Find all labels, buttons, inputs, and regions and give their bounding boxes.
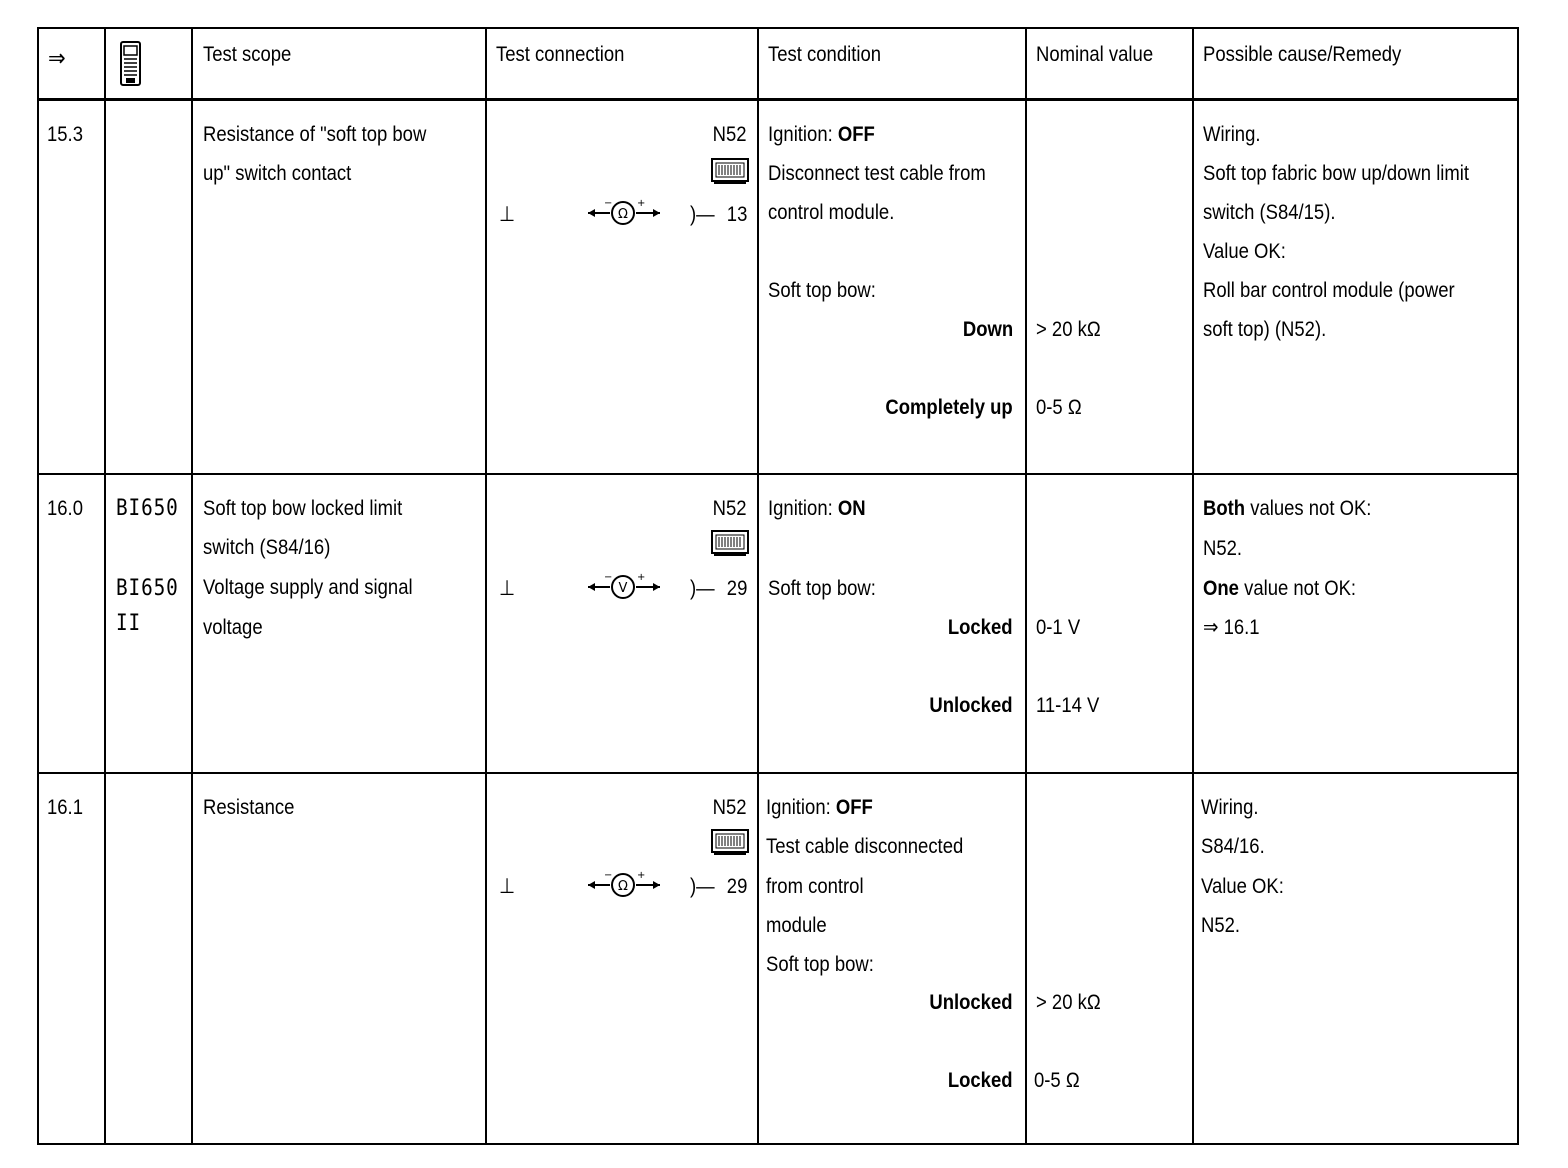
remedy-line: One value not OK: [1203, 577, 1357, 600]
header-test-condition: Test condition [768, 43, 882, 66]
svg-text:−: − [604, 198, 613, 209]
scope-line: up" switch contact [203, 162, 352, 185]
condition-state: Down [962, 318, 1013, 341]
ground-symbol-icon: ⊥ [499, 875, 516, 898]
meter-symbol: Ω [618, 879, 628, 894]
remedy-line: N52. [1203, 537, 1243, 560]
blink-code: BI650 [116, 576, 179, 601]
pin-connector-icon: )— [690, 875, 715, 898]
condition-state: Unlocked [929, 694, 1013, 717]
scope-line: voltage [203, 616, 263, 639]
scope-line: switch (S84/16) [203, 536, 331, 559]
pin-connector-icon: )— [690, 203, 715, 226]
svg-text:+: + [637, 198, 646, 209]
condition-subheading: Soft top bow: [768, 577, 876, 600]
ground-symbol-icon: ⊥ [499, 203, 516, 226]
header-divider [39, 98, 1517, 101]
scope-line: Voltage supply and signal [203, 576, 413, 599]
remedy-line: S84/16. [1201, 835, 1265, 858]
header-remedy: Possible cause/Remedy [1203, 43, 1402, 66]
nominal-value: > 20 kΩ [1036, 991, 1101, 1014]
step-number: 16.0 [47, 497, 83, 520]
connector-plug-icon [710, 828, 750, 863]
condition-state: Unlocked [929, 991, 1013, 1014]
remedy-line: Wiring. [1201, 796, 1259, 819]
condition-line: Ignition: OFF [768, 123, 875, 146]
condition-line: from control [766, 875, 864, 898]
row-divider [39, 772, 1517, 774]
condition-line: control module. [768, 201, 895, 224]
pin-number: 29 [726, 577, 747, 600]
nominal-value: 0-5 Ω [1034, 1069, 1080, 1092]
scope-line: Soft top bow locked limit [203, 497, 403, 520]
nominal-value: 0-1 V [1036, 616, 1081, 639]
remedy-line: ⇒ 16.1 [1203, 616, 1260, 639]
col-divider [1025, 29, 1027, 1143]
nominal-value: > 20 kΩ [1036, 318, 1101, 341]
condition-state: Completely up [885, 396, 1013, 419]
module-label: N52 [713, 796, 747, 819]
diagnostic-tester-icon [119, 41, 143, 92]
module-label: N52 [713, 497, 747, 520]
remedy-line: Wiring. [1203, 123, 1261, 146]
col-divider [485, 29, 487, 1143]
condition-state: Locked [948, 616, 1013, 639]
remedy-line: N52. [1201, 914, 1241, 937]
connector-plug-icon [710, 529, 750, 564]
col-divider [757, 29, 759, 1143]
row-divider [39, 473, 1517, 475]
svg-text:−: − [604, 572, 613, 583]
remedy-line: Both values not OK: [1203, 497, 1372, 520]
condition-line: module [766, 914, 827, 937]
meter-symbol: Ω [618, 207, 628, 222]
remedy-line: Value OK: [1203, 240, 1286, 263]
blink-code: BI650 [116, 496, 179, 521]
col-divider [104, 29, 106, 1143]
connector-plug-icon [710, 157, 750, 192]
module-label: N52 [713, 123, 747, 146]
meter-symbol: V [618, 581, 628, 596]
pin-connector-icon: )— [690, 577, 715, 600]
header-test-connection: Test connection [496, 43, 625, 66]
svg-text:−: − [604, 870, 613, 881]
remedy-line: soft top) (N52). [1203, 318, 1327, 341]
pin-number: 29 [726, 875, 747, 898]
header-nominal-value: Nominal value [1036, 43, 1154, 66]
ground-symbol-icon: ⊥ [499, 577, 516, 600]
remedy-line: Soft top fabric bow up/down limit [1203, 162, 1470, 185]
pin-number: 13 [726, 203, 747, 226]
svg-text:+: + [637, 870, 646, 881]
svg-text:+: + [637, 572, 646, 583]
remedy-line: Roll bar control module (power [1203, 279, 1455, 302]
condition-line: Ignition: OFF [766, 796, 873, 819]
col-divider [191, 29, 193, 1143]
remedy-line: switch (S84/15). [1203, 201, 1336, 224]
condition-state: Locked [948, 1069, 1013, 1092]
remedy-line: Value OK: [1201, 875, 1284, 898]
condition-subheading: Soft top bow: [766, 953, 874, 976]
nominal-value: 0-5 Ω [1036, 396, 1082, 419]
condition-line: Disconnect test cable from [768, 162, 986, 185]
blink-code: II [116, 611, 142, 636]
ohmmeter-icon [586, 198, 662, 233]
header-test-scope: Test scope [203, 43, 292, 66]
ohmmeter-icon [586, 870, 662, 905]
step-number: 16.1 [47, 796, 83, 819]
test-table [37, 27, 1519, 1145]
step-number: 15.3 [47, 123, 83, 146]
scope-line: Resistance [203, 796, 295, 819]
scope-line: Resistance of "soft top bow [203, 123, 427, 146]
col-divider [1192, 29, 1194, 1143]
nominal-value: 11-14 V [1036, 694, 1100, 717]
condition-line: Test cable disconnected [766, 835, 964, 858]
voltmeter-icon [586, 572, 662, 607]
condition-line: Ignition: ON [768, 497, 866, 520]
header-arrow: ⇒ [48, 45, 66, 72]
condition-subheading: Soft top bow: [768, 279, 876, 302]
